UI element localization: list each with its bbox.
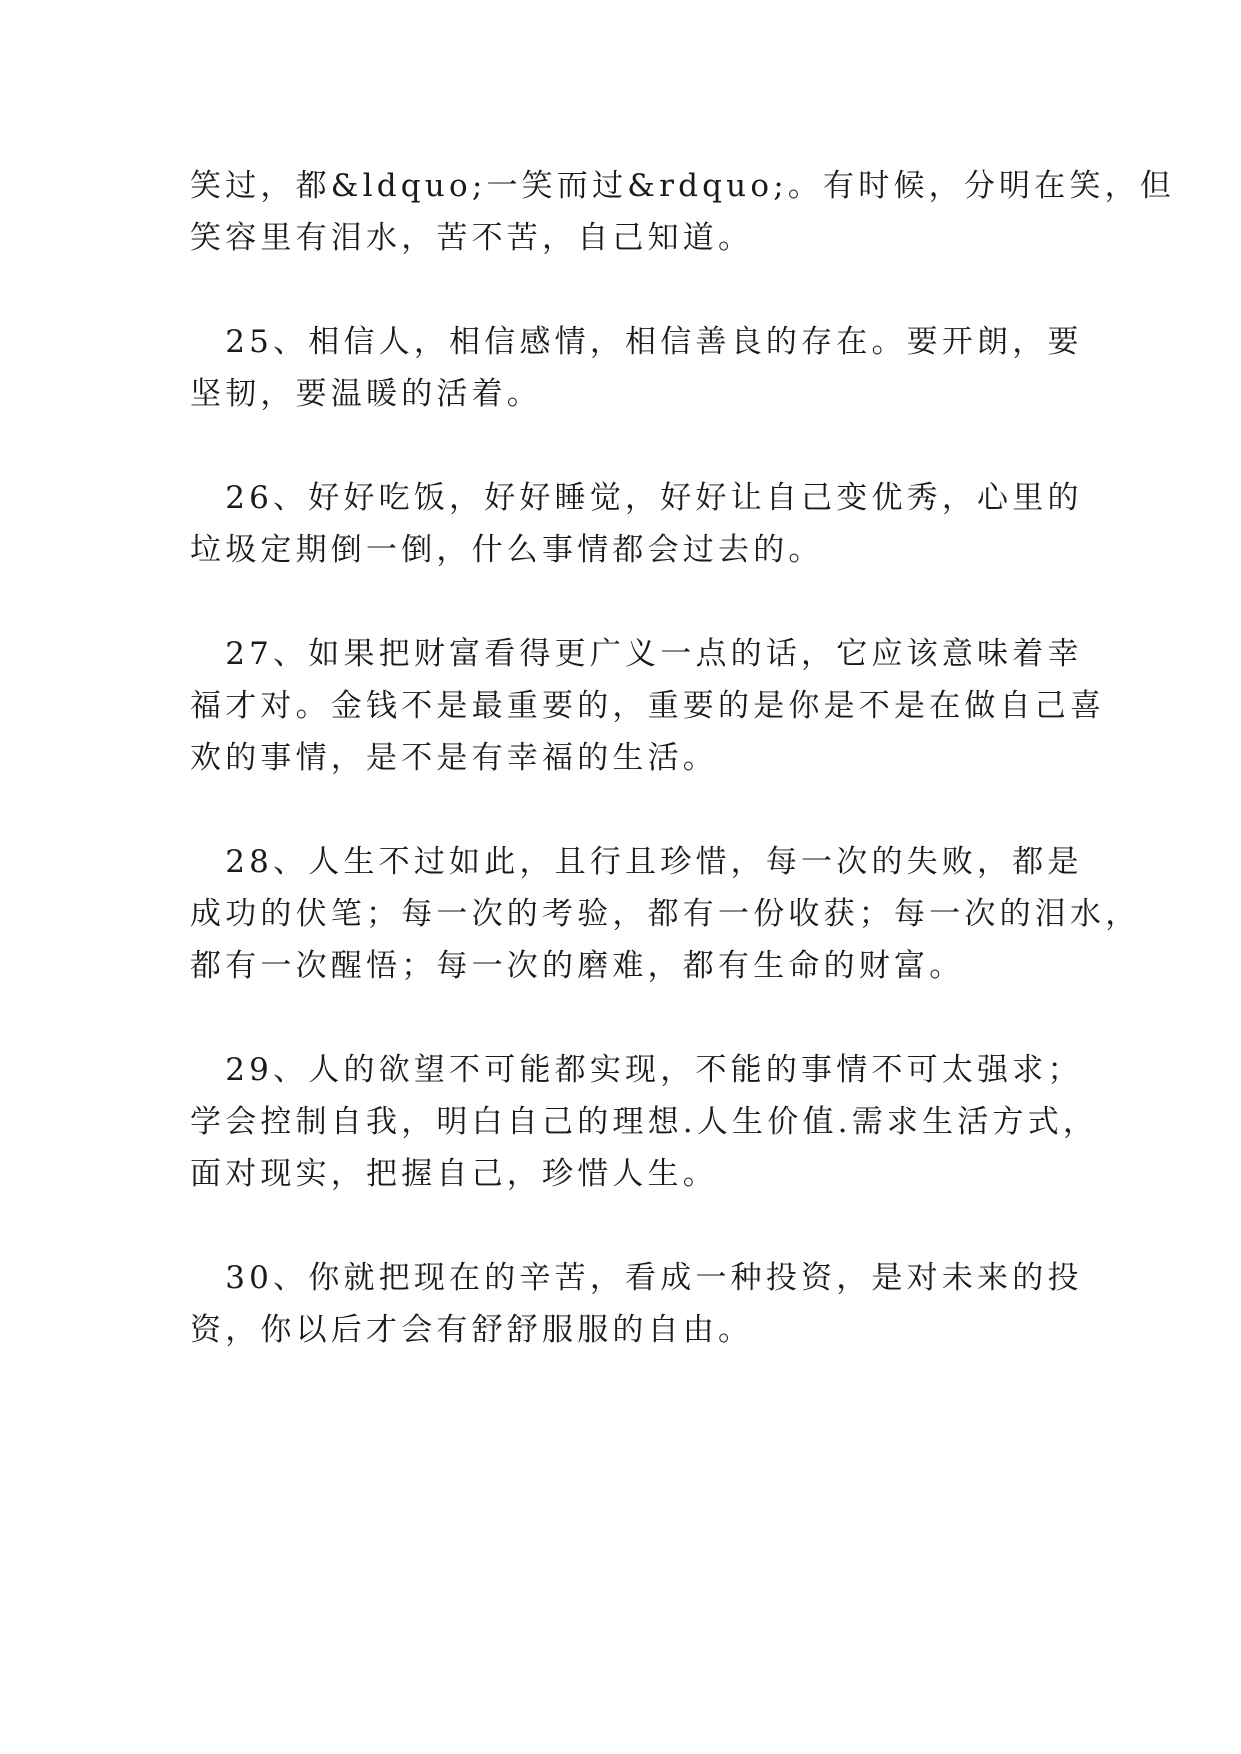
paragraph-25-line-1: 25、相信人，相信感情，相信善良的存在。要开朗，要 [190, 324, 1083, 360]
paragraph-29-line-1: 29、人的欲望不可能都实现，不能的事情不可太强求； [190, 1052, 1083, 1088]
paragraph-29-line-2: 学会控制自我，明白自己的理想.人生价值.需求生活方式， [190, 1104, 1099, 1140]
paragraph-28-line-1: 28、人生不过如此，且行且珍惜，每一次的失败，都是 [190, 844, 1083, 880]
paragraph-30-line-1: 30、你就把现在的辛苦，看成一种投资，是对未来的投 [190, 1260, 1083, 1296]
paragraph-27-line-1: 27、如果把财富看得更广义一点的话，它应该意味着幸 [190, 636, 1083, 672]
paragraph-28-line-3: 都有一次醒悟；每一次的磨难，都有生命的财富。 [190, 948, 965, 984]
paragraph-28-line-2: 成功的伏笔；每一次的考验，都有一份收获；每一次的泪水， [190, 896, 1141, 932]
paragraph-27-line-2: 福才对。金钱不是最重要的，重要的是你是不是在做自己喜 [190, 688, 1106, 724]
paragraph-26-line-1: 26、好好吃饭，好好睡觉，好好让自己变优秀，心里的 [190, 480, 1083, 516]
paragraph-25-line-2: 坚韧，要温暖的活着。 [190, 376, 542, 412]
paragraph-1-line-2: 笑容里有泪水，苦不苦，自己知道。 [190, 220, 754, 256]
paragraph-29-line-3: 面对现实，把握自己，珍惜人生。 [190, 1156, 718, 1192]
paragraph-30-line-2: 资，你以后才会有舒舒服服的自由。 [190, 1312, 754, 1348]
paragraph-26-line-2: 垃圾定期倒一倒，什么事情都会过去的。 [190, 532, 824, 568]
paragraph-1-line-1: 笑过，都&ldquo;一笑而过&rdquo;。有时候，分明在笑，但 [190, 168, 1176, 204]
paragraph-27-line-3: 欢的事情，是不是有幸福的生活。 [190, 740, 718, 776]
